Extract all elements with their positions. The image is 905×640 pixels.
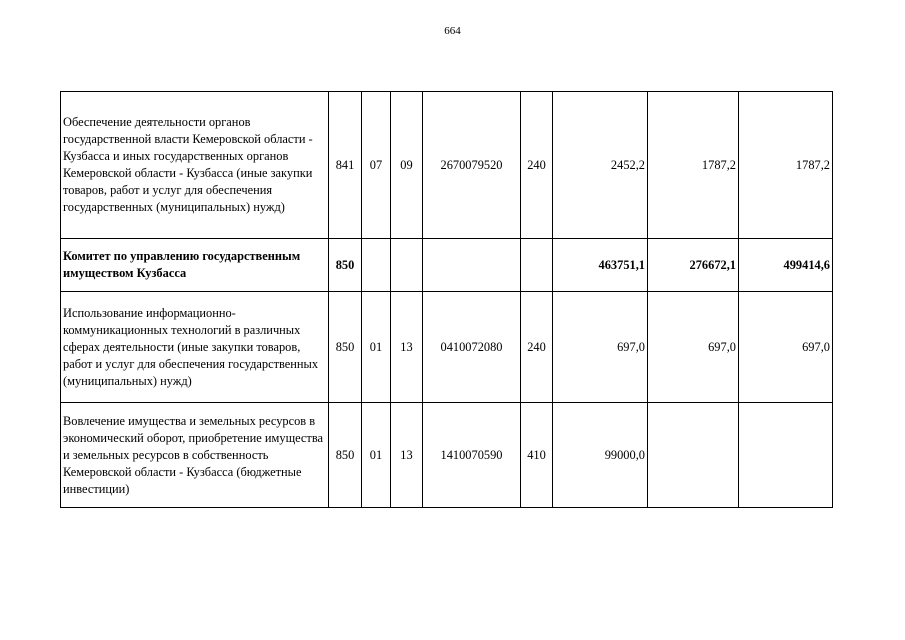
table-row [61,239,833,292]
budget-table [60,91,833,508]
page-number: 664 [444,25,461,37]
amount-year-3: 697,0 [739,292,833,403]
amount-year-1: 99000,0 [553,403,648,508]
amount-year-2: 697,0 [648,292,739,403]
amount-year-1: 463751,1 [553,239,648,292]
ministry-code: 850 [329,403,362,508]
row-name: Вовлечение имущества и земельных ресурсов в экономический оборот, приобретение имущества и земельных ресурсов в собственность Кемеровской области - Кузбасса (бюджетные инвестиции) [61,403,329,508]
amount-year-1: 2452,2 [553,92,648,239]
row-name: Использование информационно-коммуникационных технологий в различных сферах деятельности (иные закупки товаров, работ и услуг для обеспечения государственных (муниципальных) нужд) [61,292,329,403]
target-item-code: 2670079520 [423,92,521,239]
target-item-code: 0410072080 [423,292,521,403]
ministry-code: 850 [329,292,362,403]
target-item-code: 1410070590 [423,403,521,508]
table-row [61,92,833,239]
expense-type-code: 240 [521,292,553,403]
expense-type-code: 240 [521,92,553,239]
row-name: Комитет по управлению государственным имуществом Кузбасса [61,239,329,292]
subsection-code: 13 [391,292,423,403]
amount-year-1: 697,0 [553,292,648,403]
row-name: Обеспечение деятельности органов государственной власти Кемеровской области - Кузбасса и иных государственных органов Кемеровской области - Кузбасса (иные закупки товаров, работ и услуг для обеспечения государственных (муниципальных) нужд) [61,92,329,239]
subsection-code: 09 [391,92,423,239]
amount-year-2: 276672,1 [648,239,739,292]
section-code: 01 [362,403,391,508]
target-item-code [423,239,521,292]
table-row [61,292,833,403]
section-code: 01 [362,292,391,403]
subsection-code [391,239,423,292]
amount-year-2 [648,403,739,508]
section-code [362,239,391,292]
section-code: 07 [362,92,391,239]
subsection-code: 13 [391,403,423,508]
expense-type-code [521,239,553,292]
amount-year-3 [739,403,833,508]
amount-year-3: 499414,6 [739,239,833,292]
amount-year-2: 1787,2 [648,92,739,239]
ministry-code: 850 [329,239,362,292]
expense-type-code: 410 [521,403,553,508]
amount-year-3: 1787,2 [739,92,833,239]
table-row [61,403,833,508]
ministry-code: 841 [329,92,362,239]
